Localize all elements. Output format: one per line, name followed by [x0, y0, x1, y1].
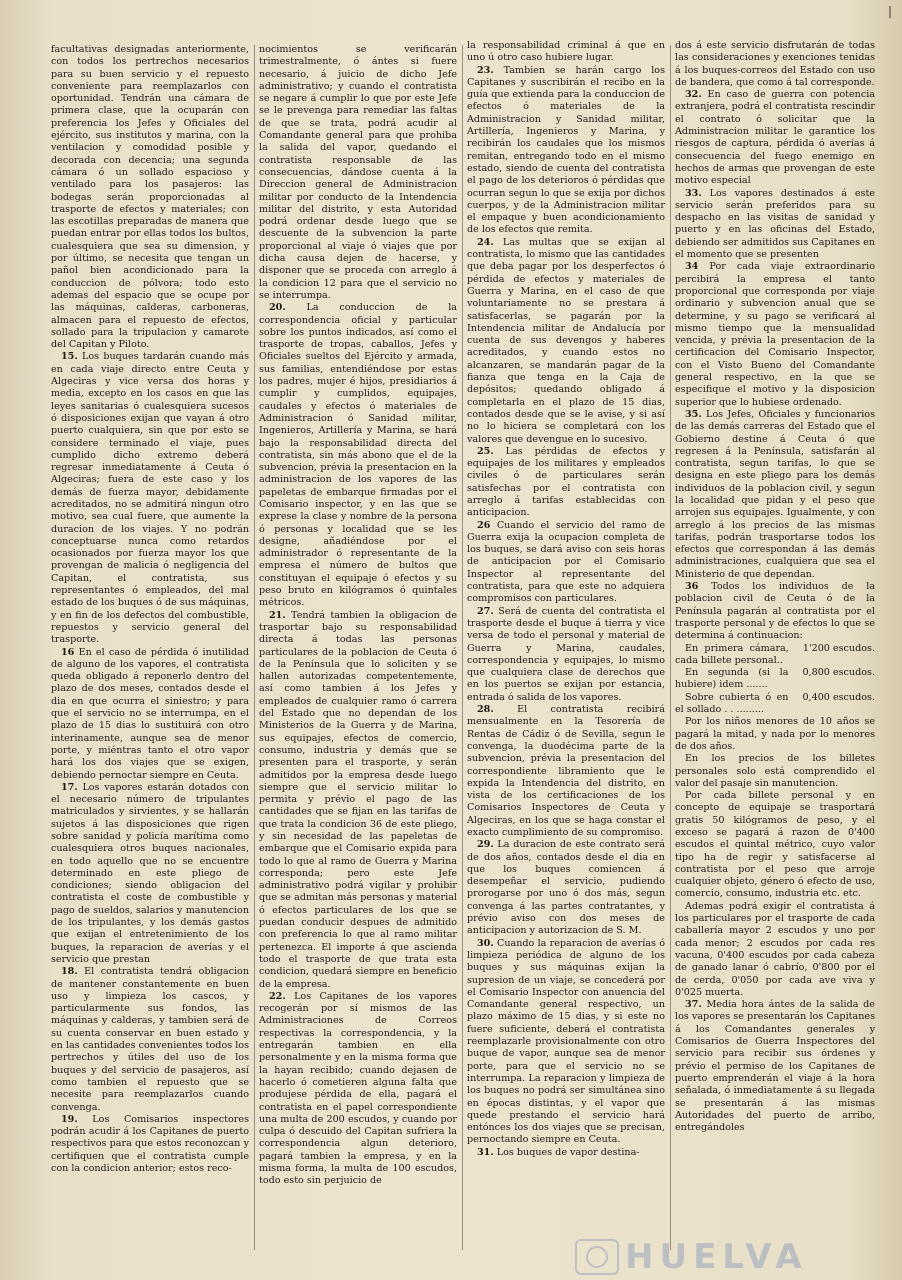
- paragraph-text: Por cada viaje extraordinario percibirá la empresa el tanto proporcional que corresponda por viaje ordinario y subvencion anual que se determine, y su pago se verificará al mismo tiempo que la mensualidad vencida, y prévia la presentacion de la certificacion del Comisario Inspector, con el Visto Bueno del Comandante general respectivo, en la que se especifique el motivo y la disposicion superior que lo hubiese ordenado.: [675, 261, 875, 408]
- clause-number: 34: [685, 261, 699, 273]
- clause-number: 25.: [477, 445, 494, 457]
- fare-line: [675, 692, 875, 717]
- article-paragraph: [51, 966, 249, 1114]
- fare-value: 0,800 escudos.: [802, 667, 875, 679]
- article-paragraph: [259, 991, 457, 1188]
- column-rule: [254, 45, 255, 1250]
- article-paragraph: [51, 1114, 249, 1175]
- paragraph-text: la responsabilidad criminal á que en uno ú otro caso hubiere lugar.: [467, 40, 665, 64]
- article-paragraph: [675, 188, 875, 262]
- paragraph-text: El contratista tendrá obligacion de mantener constantemente en buen uso y limpieza los cascos, y particularmente sus fondos, las máquinas y calderas, y tambien será de su cuenta conservar en buen estado y en las cantidades convenientes todos los pertrechos y útiles del uso de los buques y del servicio de pasajeros, así como tambien el repuesto que se necesite para reemplazarlos cuando convenga.: [51, 966, 249, 1113]
- article-paragraph: [259, 44, 457, 302]
- paragraph-text: Media hora ántes de la salida de los vapores se presentarán los Capitanes á los Comandantes generales y Comisarios de Guerra Inspectores del servicio para recibir sus órdenes y prévio el permiso de los Capitanes de puerto emprenderán el viaje á la hora señalada, ó inmediatamente á su llegada se presentarán á las mismas Autoridades del puerto de arribo, entregándoles: [675, 999, 875, 1134]
- clause-number: 29.: [477, 839, 494, 851]
- text-column-3: [467, 40, 665, 1260]
- clause-number: 22.: [269, 990, 286, 1002]
- clause-number: 21.: [269, 609, 286, 621]
- paragraph-text: Por cada billete personal y en concepto de equipaje se trasportará gratis 50 kilógramos de peso, y el exceso se pagará á razon de 0'400 escudos el quintal métrico, cuyo valor tipo ha de regir y satisfacerse al contratista por el peso que arroje cualquier objeto, género ó efecto de uso, comercio, consumo, industria etc. etc.: [675, 790, 875, 900]
- article-paragraph: [467, 839, 665, 937]
- paragraph-text: Las pérdidas de efectos y equipajes de los militares y empleados civiles ó de particulares serán satisfechas por el contratista con arreglo á tarifas establecidas con anticipacion.: [467, 445, 665, 519]
- article-paragraph: [675, 581, 875, 642]
- paragraph-text: Ademas podrá exigir el contratista á los particulares por el trasporte de cada caballería mayor 2 escudos y uno por cada menor; 2 escudos por cada res vacuna, 0'400 escudos por cada cabeza de ganado lanar ó cabrío, 0'800 por el de cerda, 0'050 por cada ave viva y 0'025 muerta.: [675, 900, 875, 998]
- paragraph-text: Los vapores estarán dotados con el necesario número de tripulantes matriculados y sirvientes, y se hallarán sujetos á las disposiciones que rigen sobre sanidad y policía marítima como cualesquiera otros buques nacionales, en todo aquello que no se encuentre determinado en este pliego de condiciones; siendo obligacion del contratista el coste de combustible y pago de sueldos, salarios y manutencion de los tripulantes, y los demás gastos que exijan el entretenimiento de los buques, la reparacion de averías y el servicio que prestan: [51, 781, 249, 965]
- paragraph-text: Los buques tardarán cuando más en cada viaje directo entre Ceuta y Algeciras y vice versa dos horas y media, excepto en los casos en que las leyes sanitarias ó cualesquiera sucesos ó disposiciones exijan que vayan á otro puerto cualquiera, sin que por esto se considere terminado el viaje, pues cumplido dicho extremo deberá regresar inmediatamente á Ceuta ó Algeciras; fuera de este caso y los demás de fuerza mayor, debidamente acreditados, no se admitirá ningun otro motivo, sea cual fuere, que aumente la duracion de los viajes. Y no podrán conceptuarse nunca como retardos ocasionados por fuerza mayor los que provengan de malicia ó negligencia del Capitan, el contratista, sus representantes ó empleados, del mal estado de los buques ó de sus máquinas, y en fin de los defectos del combustible, repuestos y servicio general del trasporte.: [51, 351, 249, 646]
- paragraph-text: nocimientos se verificarán trimestralmente, ó ántes si fuere necesario, á juicio de dicho Jefe administrativo; y cuando el contratista se negare á cumplir lo que por este Jefe se le prevenga para remediar las faltas de que se trata, podrá acudir al Comandante general para que prohiba la salida del vapor, quedando el contratista responsable de las consecuencias, dándose cuenta á la Direccion general de Administracion militar por conducto de la Intendencia militar del distrito, y esta Autoridad podrá ordenar desde luego que se descuente de la subvencion la parte proporcional al viaje ó viajes que por dicha causa dejen de hacerse, y disponer que se proceda con arreglo á la condicion 12 para que el servicio no se interrumpa.: [259, 44, 457, 301]
- paragraph-text: Los Capitanes de los vapores recogerán por sí mismos de las Administraciones de Correos respectivas la correspondencia, y la entregarán tambien en ella personalmente y en la misma forma que la hayan recibido; cuando dejasen de hacerlo ó cometieren alguna falta que produjese pérdida de ella, pagará el contratista en el papel correspondiente una multa de 200 escudos, y cuando por culpa ó descuido del Capitan sufriera la correspondencia algun deterioro, pagará tambien la empresa, y en la misma forma, la multa de 100 escudos, todo esto sin perjuicio de: [259, 990, 457, 1187]
- article-paragraph: [51, 44, 249, 351]
- library-watermark: [575, 1238, 875, 1276]
- text-column-1: [51, 44, 249, 1260]
- article-paragraph: [467, 606, 665, 704]
- article-paragraph: [51, 782, 249, 966]
- paragraph-text: Los buques de vapor destina-: [496, 1146, 640, 1158]
- paragraph-text: Por los niños menores de 10 años se pagará la mitad, y nada por lo menores de dos años.: [675, 716, 875, 752]
- article-paragraph: [675, 716, 875, 753]
- article-paragraph: [467, 520, 665, 606]
- clause-number: 30.: [477, 937, 494, 949]
- fare-line: [675, 667, 875, 692]
- clause-number: 15.: [61, 351, 78, 363]
- paragraph-text: Será de cuenta del contratista el trasporte desde el buque á tierra y vice versa de todo el personal y material de Guerra y Marina, caudales, correspondencia y equipajes, lo mismo que cualquiera clase de derechos que en los puertos se exijan por estancia, entrada ó salida de los vapores.: [467, 605, 665, 703]
- clause-number: 26: [477, 519, 491, 531]
- column-rule: [462, 45, 463, 1250]
- fare-value: 1'200 escudos.: [802, 642, 875, 654]
- clause-number: 36: [685, 581, 699, 593]
- paragraph-text: En el caso de pérdida ó inutilidad de alguno de los vapores, el contratista queda obligado á reponerlo dentro del plazo de dos meses, contados desde el dia en que ocurra el siniestro; y para que el servicio no se interrumpa, en el plazo de 15 dias lo sustituirá con otro interinamente, aunque sea de menor porte, y miéntras tanto el otro vapor hará los dos viajes que se exigen, debiendo pernoctar siempre en Ceuta.: [51, 646, 249, 781]
- page-edge-mark: |: [887, 4, 892, 18]
- clause-number: 24.: [477, 236, 494, 248]
- clause-number: 23.: [477, 64, 494, 76]
- paragraph-text: En caso de guerra con potencia extranjera, podrá el contratista rescindir el contrato ó solicitar que la Administracion militar le garantice los riesgos de captura, pérdida ó averías á consecuencia del fuego enemigo en hechos de armas que provengan de este motivo especial: [675, 89, 875, 187]
- paragraph-text: Los vapores destinados á este servicio serán preferidos para su despacho en las visitas de sanidad y puerto y en las oficinas del Estado, debiendo ser admitidos sus Capitanes en el momento que se presenten: [675, 187, 875, 261]
- fare-value: 0,400 escudos.: [802, 691, 875, 703]
- paragraph-text: facultativas designadas anteriormente, con todos los pertrechos necesarios para su buen servicio y el repuesto conveniente para reemplazarlos con oportunidad. Tendrán una cámara de primera clase, que la ocuparán con preferencia los Jefes y Oficiales del ejército, sus institutos y marina, con la ventilacion y comodidad posible y decorada con decencia; una segunda cámara ó un sollado espacioso y ventilado para los pasajeros: las bodegas serán proporcionadas al trasporte de efectos y materiales; con las escotillas preparadas de manera que puedan entrar por ellas todos los bultos, cualesquiera que sea su dimension, y por último, se necesita que tengan un pañol bien acondicionado para la conduccion de pólvora; todo esto ademas del espacio que se ocupe por las máquinas, calderas, carboneras, almacen para el repuesto de efectos, sollado para la tripulacion y camarote del Capitan y Piloto.: [51, 44, 249, 351]
- clause-number: 33.: [685, 187, 702, 199]
- paragraph-text: En los precios de los billetes personales solo está comprendido el valor del pasaje sin manutencion.: [675, 753, 875, 789]
- clause-number: 19.: [61, 1113, 78, 1125]
- clause-number: 31.: [477, 1146, 494, 1158]
- clause-number: 16: [61, 646, 75, 658]
- paragraph-text: El contratista recibirá mensualmente en la Tesorería de Rentas de Cádiz ó de Sevilla, segun le convenga, la duodécima parte de la subvencion, prévia la presentacion del correspondiente libramiento que le expida la Intendencia del distrito, en vista de los certificaciones de los Comisarios Inspectores de Ceuta y Algeciras, en los que se haga constar el exacto cumplimiento de su compromiso.: [467, 704, 665, 838]
- paragraph-text: Todos los individuos de la poblacion civil de Ceuta ó de la Península pagarán al contratista por el trasporte personal y de efectos lo que se determina á continuacion:: [675, 581, 875, 642]
- paragraph-text: Cuando el servicio del ramo de Guerra exija la ocupacion completa de los buques, se dará aviso con seis horas de anticipacion por el Comisario Inspector al representante del contratista, para que este no adquiera compromisos con particulares.: [467, 519, 665, 605]
- article-paragraph: [467, 446, 665, 520]
- paragraph-text: Los Comisarios inspectores podrán acudir á los Capitanes de puerto respectivos para que estos reconozcan y certifiquen que el contratista cumple con la condicion anterior; estos reco-: [51, 1113, 249, 1175]
- clause-number: 32.: [685, 89, 702, 101]
- fare-label: En primera cámara, cada billete personal..: [675, 642, 789, 666]
- clause-number: 18.: [61, 966, 78, 978]
- fare-label: En segunda (si la hubiere) idem .......: [675, 667, 789, 691]
- article-paragraph: [675, 901, 875, 999]
- article-paragraph: [675, 999, 875, 1134]
- clause-number: 20.: [269, 302, 286, 314]
- article-paragraph: [51, 351, 249, 646]
- paragraph-text: Las multas que se exijan al contratista, lo mismo que las cantidades que deba pagar por los desperfectos ó pérdida de efectos y materiales de Guerra y Marina, en el caso de que voluntariamente no se prestara á satisfacerlas, se pagarán por la Intendencia militar de Andalucía por cuenta de sus devengos y haberes acreditados, y cuando estos no alcanzaren, se mandarán pagar de la fianza que tenga en la Caja de depósitos; quedando obligado á completarla en el plazo de 15 dias, contados desde que se le avise, y si así no lo hiciera se completará con los valores que devengue en lo sucesivo.: [467, 236, 665, 445]
- article-paragraph: [467, 237, 665, 446]
- article-paragraph: [675, 40, 875, 89]
- article-paragraph: [675, 261, 875, 409]
- clause-number: 17.: [61, 781, 78, 793]
- clause-number: 28.: [477, 704, 494, 716]
- article-paragraph: [467, 65, 665, 237]
- article-paragraph: [675, 753, 875, 790]
- paragraph-text: La duracion de este contrato será de dos años, contados desde el dia en que los buques comiencen á desempeñar el servicio, pudiendo prorogarse por uno ó dos más, segun convenga á las partes contratantes, y prévio aviso con dos meses de anticipacion y autorizacion de S. M.: [467, 839, 665, 937]
- article-paragraph: [675, 409, 875, 581]
- paragraph-text: Cuando la reparacion de averías ó limpieza periódica de alguno de los buques y sus máquinas exijan la supresion de un viaje, se concederá por el Comisario Inspector con anuencia del Comandante general respectivo, un plazo máximo de 15 dias, y si este no fuere suficiente, deberá el contratista reemplazarle provisionalmente con otro buque de vapor, aunque sea de menor porte, para que el servicio no se interrumpa. La reparacion y limpieza de los buques no podrá ser simultánea sino en épocas distintas, y el vapor que quede prestando el servicio hará entónces los dos viajes que se precisan, pernoctando siempre en Ceuta.: [467, 937, 665, 1146]
- fare-label: Sobre cubierta ó en el sollado . . .........: [675, 691, 789, 716]
- paragraph-text: Los Jefes, Oficiales y funcionarios de las demás carreras del Estado que el Gobierno destine á Ceuta ó que regresen á la Península, satisfarán al contratista, segun tarifas, lo que se designa en este pliego para los demás individuos de la poblacion civil, y segun la localidad que pidan y el peso que arrojen sus equipajes. Igualmente, y con arreglo á los precios de las mismas tarifas, podrán trasportarse todos los efectos que correspondan á las demás administraciones, cualquiera que sea el Ministerio de que dependan.: [675, 408, 875, 580]
- paragraph-text: Tambien se harán cargo los Capitanes y suscribirán el recibo en la guía que extienda para la conduccion de efectos ó materiales de la Administracion y Sanidad militar, Artillería, Ingenieros y Marina, y recibirán los caudales que los mismos remitan, entregando todo en el mismo estado, siendo de cuenta del contratista el pago de los deterioros ó pérdidas que ocurran segun lo que se exija por dichos cuerpos, y de la Administracion militar el empaque y buen acondicionamiento de los efectos que remita.: [467, 64, 665, 236]
- paragraph-text: dos á este servicio disfrutarán de todas las consideraciones y exenciones tenidas á los buques-correos del Estado con uso de bandera, que como á tal corresponde.: [675, 40, 875, 88]
- paragraph-text: Tendrá tambien la obligacion de trasportar bajo su responsabilidad directa á todas las personas particulares de la poblacion de Ceuta ó de la Península que lo soliciten y se hallen autorizadas competentemente, así como tambien á los Jefes y empleados de cualquier ramo ó carrera del Estado que no dependan de los Ministerios de la Guerra y de Marina, sus equipajes, efectos de comercio, consumo, industria y demás que se presenten para el trasporte, y serán admitidos por la empresa desde luego siempre que el servicio militar lo permita y prévio el pago de las cantidades que se fijan en las tarifas de que trata la condicion 36 de este pliego, y sin necesidad de las papeletas de embarque que el Comisario expida para todo lo que al ramo de Guerra y Marina corresponda; pero este Jefe administrativo podrá vigilar y prohibir que se admitan más personas y material ó efectos particulares de los que se puedan conducir despues de admitido con preferencia lo que al ramo militar pertenezca. El importe á que ascienda todo el trasporte de que trata esta condicion, quedará siempre en beneficio de la empresa.: [259, 609, 457, 990]
- article-paragraph: [467, 40, 665, 65]
- article-paragraph: [467, 704, 665, 839]
- paragraph-text: La conduccion de la correspondencia oficial y particular sobre los puntos indicados, así como el trasporte de tropas, caballos, Jefes y Oficiales sueltos del Ejército y armada, sus familias, entendiéndose por estas los padres, mujer é hijos, presidiarios á cumplir y cumplidos, equipajes, caudales y efectos ó materiales de Administracion ó Sanidad militar, Ingenieros, Artillería y Marina, se hará bajo la responsabilidad directa del contratista, sin más abono que el de la subvencion, prévia la presentacion en la administracion de los vapores de las papeletas de embarque firmadas por el Comisario inspector, y en las que se exprese la clase y nombre de la persona ó personas y localidad que se les designe, añadiéndose por el administrador ó representante de la empresa el número de bultos que constituyan el equipaje ó efectos y su peso bruto en kilógramos ó quintales métricos.: [259, 302, 457, 609]
- article-paragraph: [259, 610, 457, 991]
- clause-number: 37.: [685, 999, 702, 1011]
- article-paragraph: [467, 938, 665, 1147]
- clause-number: 35.: [685, 408, 702, 420]
- article-paragraph: [51, 647, 249, 782]
- clause-number: 27.: [477, 605, 494, 617]
- article-paragraph: [675, 790, 875, 901]
- article-paragraph: [675, 89, 875, 187]
- column-rule: [670, 45, 671, 1250]
- article-paragraph: [259, 302, 457, 609]
- watermark-seal-icon: [575, 1239, 619, 1275]
- watermark-text: HUELVA: [625, 1237, 808, 1277]
- article-paragraph: [467, 1147, 665, 1159]
- fare-line: [675, 643, 875, 668]
- text-column-4: [675, 40, 875, 1260]
- text-column-2: [259, 44, 457, 1260]
